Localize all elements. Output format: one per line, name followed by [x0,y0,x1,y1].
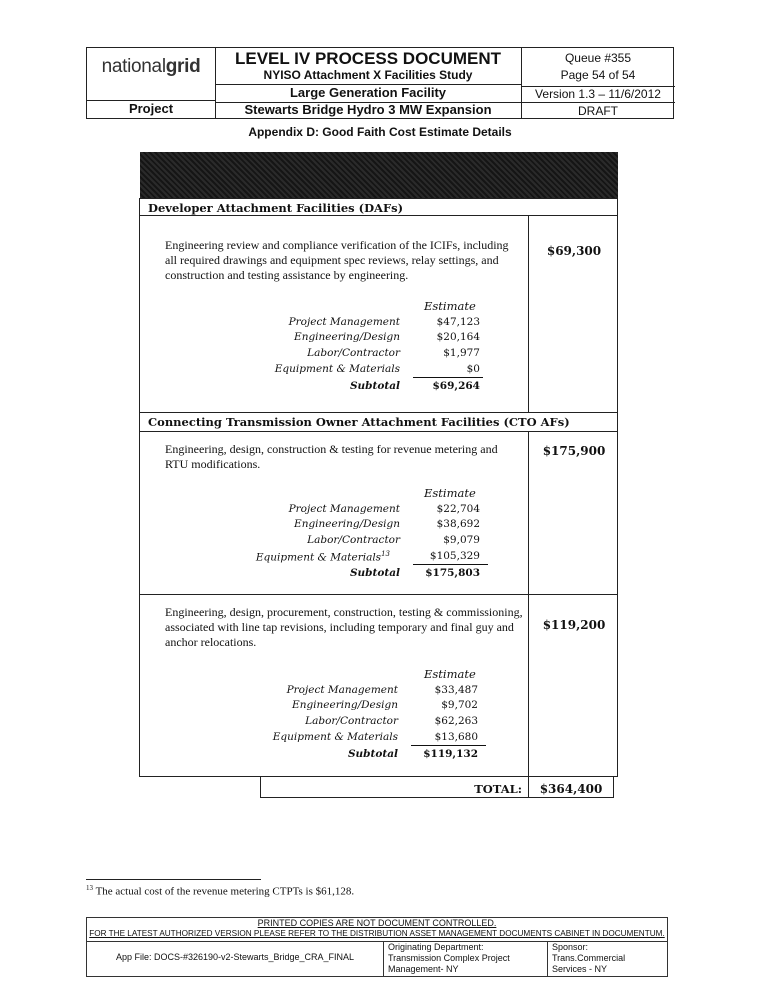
cost-label: Project Management [288,503,400,515]
cost-value: $0 [466,363,480,375]
national-grid-logo: nationalgrid [101,56,201,77]
section-title-cto-afs: Connecting Transmission Owner Attachment Facilities (CTO AFs) [148,415,570,429]
facility-label: Large Generation Facility [289,85,447,100]
cost-label: Equipment & Materials [272,731,398,743]
cost-label: Engineering/Design [294,518,400,530]
item-total: $119,200 [542,618,606,632]
cost-value: $1,977 [443,347,480,359]
cost-label: Project Management [286,684,398,696]
item-total: $175,900 [542,444,606,458]
item-description: Engineering review and compliance verification of the ICIFs, including all required drawings and equipment spec reviews, relay settings, and construction and testing assistance by engineering. [165,238,509,282]
status-label: DRAFT [578,104,618,118]
app-file: App File: DOCS-#326190-v2-Stewarts_Bridge_CRA_FINAL [115,952,355,962]
divider [139,215,618,216]
cost-value: $20,164 [436,331,480,343]
divider [139,594,618,595]
footnote: $^{13}$ The actual cost of the revenue metering CTPTs is $61,128. [86,884,355,898]
cost-label: Equipment & Materials$^{13}$ [255,550,390,564]
page-number: Page 54 of 54 [560,68,636,82]
subtotal-value: $119,132 [423,748,478,760]
subtotal-value: $69,264 [432,380,480,392]
footnote-reference[interactable]: 13 [381,550,390,558]
cost-label: Engineering/Design [292,699,398,711]
cost-value: $33,487 [434,684,478,696]
divider [139,412,618,413]
cost-label: Labor/Contractor [307,534,400,546]
cost-label: Labor/Contractor [305,715,398,727]
total-label: TOTAL: [474,782,522,796]
subtotal-rule [413,377,483,378]
project-name: Stewarts Bridge Hydro 3 MW Expansion [244,102,492,117]
subtotal-rule [413,564,488,565]
originating-department: Originating Department: Transmission Complex Project Management- NY [388,942,510,974]
subtotal-rule [411,745,486,746]
cost-label: Project Management [288,316,400,328]
document-title: LEVEL IV PROCESS DOCUMENT [234,49,502,68]
cost-label: Labor/Contractor [307,347,400,359]
divider [547,941,548,977]
cost-value: $9,702 [441,699,478,711]
footer-notice: FOR THE LATEST AUTHORIZED VERSION PLEASE REFER TO THE DISTRIBUTION ASSET MANAGEMENT DOCUMENTS CABINET IN DOCUMENTUM. [89,929,665,938]
cost-value: $105,329 [429,550,480,562]
subtotal-label: Subtotal [347,748,398,760]
subtotal-label: Subtotal [349,380,400,392]
estimate-header: Estimate [424,486,476,500]
version-label: Version 1.3 – 11/6/2012 [535,87,661,101]
project-label: Project [128,101,174,116]
appendix-title: Appendix D: Good Faith Cost Estimate Details [248,125,512,139]
cost-value: $62,263 [434,715,478,727]
cost-value: $9,079 [443,534,480,546]
footnote-rule [86,879,261,880]
divider [528,431,529,777]
cost-label: Engineering/Design [294,331,400,343]
item-description: Engineering, design, procurement, construction, testing & commissioning, associated with line tap revisions, including temporary and final guy and anchor relocations. [165,605,523,649]
document-header [86,47,674,119]
queue-number: Queue #355 [564,51,632,65]
estimate-header: Estimate [424,299,476,313]
cost-value: $47,123 [436,316,480,328]
item-total: $69,300 [546,244,602,258]
item-description: Engineering, design, construction & testing for revenue metering and RTU modifications. [165,442,498,471]
section-title-dafs: Developer Attachment Facilities (DAFs) [148,201,404,215]
divider [139,431,618,432]
cost-value: $13,680 [434,731,478,743]
subtotal-value: $175,803 [425,567,480,579]
estimate-header: Estimate [424,667,476,681]
cost-label: Equipment & Materials [274,363,400,375]
cost-value: $22,704 [436,503,480,515]
subtotal-label: Subtotal [349,567,400,579]
table-banner [140,152,618,198]
divider [528,215,529,412]
cost-value: $38,692 [436,518,480,530]
document-subtitle: NYISO Attachment X Facilities Study [263,68,473,82]
divider [383,941,384,977]
sponsor: Sponsor: Trans.Commercial Services - NY [552,942,626,974]
footer-notice: PRINTED COPIES ARE NOT DOCUMENT CONTROLLED. [257,918,497,928]
total-value: $364,400 [539,782,603,796]
